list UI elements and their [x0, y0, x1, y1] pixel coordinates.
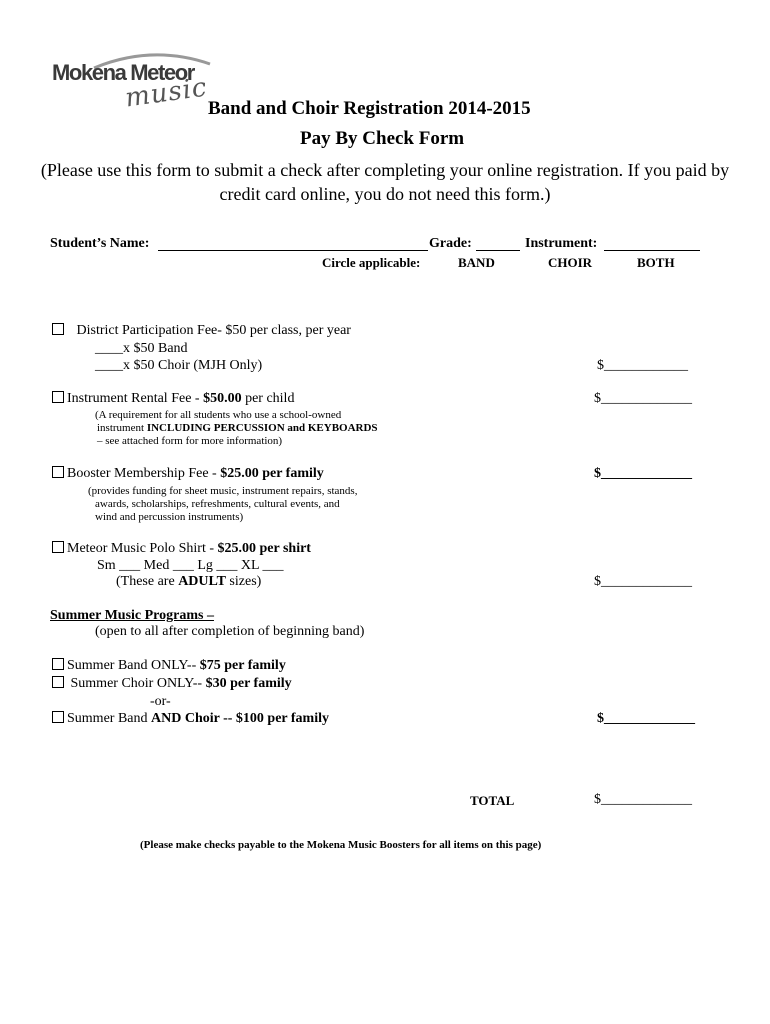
option-choir[interactable]: CHOIR	[548, 255, 593, 270]
rental-fee-price: $50.00	[203, 391, 242, 406]
rental-note-3: – see attached form for more information)	[97, 435, 283, 447]
rental-note-2: instrument INCLUDING PERCUSSION and KEYBOARDS	[97, 422, 378, 434]
polo-price: $25.00 per shirt	[217, 541, 311, 556]
payable-note: (Please make checks payable to the Mokena Music Boosters for all items on this page)	[140, 839, 542, 851]
booster-fee-row	[52, 466, 324, 482]
summer-band-row: Summer Band ONLY-- $75 per family	[52, 658, 286, 674]
summer-both-checkbox[interactable]	[52, 711, 64, 723]
summer-choir-checkbox[interactable]	[52, 676, 64, 688]
summer-amount-field[interactable]: $_____________	[597, 711, 695, 726]
rental-fee-row	[52, 391, 294, 407]
page-subtitle: Pay By Check Form	[300, 128, 465, 149]
rental-amount-field[interactable]: $_____________	[594, 391, 692, 406]
option-both[interactable]: BOTH	[637, 255, 675, 270]
polo-row	[52, 541, 311, 557]
logo-text: Mokena Meteor	[52, 60, 194, 85]
booster-fee-price: $25.00 per family	[220, 466, 324, 481]
polo-label: Meteor Music Polo Shirt -	[67, 541, 218, 556]
student-name-field[interactable]	[158, 250, 428, 251]
option-band[interactable]: BAND	[458, 255, 495, 270]
summer-heading: Summer Music Programs –	[50, 608, 214, 623]
instrument-field[interactable]	[604, 250, 700, 251]
summer-both-row: Summer Band AND Choir -- $100 per family	[52, 711, 329, 727]
instrument-label: Instrument:	[525, 236, 598, 251]
booster-note-1: (provides funding for sheet music, instrument repairs, stands,	[88, 485, 358, 497]
district-amount-field[interactable]: $____________	[597, 358, 688, 373]
summer-band-checkbox[interactable]	[52, 658, 64, 670]
district-choir-line[interactable]: ____x $50 Choir (MJH Only)	[95, 358, 263, 373]
grade-label: Grade:	[429, 236, 472, 251]
booster-fee-checkbox[interactable]	[52, 466, 64, 478]
district-band-line[interactable]: ____x $50 Band	[95, 341, 188, 356]
rental-fee-label: Instrument Rental Fee -	[67, 391, 204, 406]
logo-music-text: music	[123, 72, 210, 114]
district-fee-checkbox[interactable]	[52, 323, 64, 335]
intro-text: (Please use this form to submit a check after completing your online registration. If you paid by credit card online, you do not need this form.)	[40, 160, 730, 204]
circle-applicable-label: Circle applicable:	[322, 255, 421, 270]
polo-size-note: (These are ADULT sizes)	[116, 574, 262, 589]
rental-fee-checkbox[interactable]	[52, 391, 64, 403]
grade-field[interactable]	[476, 250, 520, 251]
district-fee-row	[52, 323, 351, 339]
rental-note-1: (A requirement for all students who use a school-owned	[95, 409, 342, 421]
polo-sizes[interactable]: Sm ___ Med ___ Lg ___ XL ___	[97, 558, 284, 573]
booster-amount-field[interactable]: $_____________	[594, 466, 692, 481]
student-name-label: Student’s Name:	[50, 236, 150, 251]
page-title: Band and Choir Registration 2014-2015	[208, 98, 531, 119]
booster-note-2: awards, scholarships, refreshments, cultural events, and	[95, 498, 340, 510]
rental-fee-unit: per child	[241, 391, 295, 406]
polo-amount-field[interactable]: $_____________	[594, 574, 692, 589]
total-label: TOTAL	[470, 793, 515, 808]
summer-subheading: (open to all after completion of beginning band)	[95, 624, 365, 639]
total-amount-field[interactable]: $_____________	[594, 792, 692, 807]
district-fee-label: District Participation Fee- $50 per class, per year	[76, 323, 351, 338]
summer-or: -or-	[150, 694, 171, 709]
logo	[50, 50, 210, 114]
booster-fee-label: Booster Membership Fee -	[67, 466, 221, 481]
polo-checkbox[interactable]	[52, 541, 64, 553]
summer-choir-row: Summer Choir ONLY-- $30 per family	[52, 676, 292, 692]
booster-note-3: wind and percussion instruments)	[95, 511, 244, 523]
